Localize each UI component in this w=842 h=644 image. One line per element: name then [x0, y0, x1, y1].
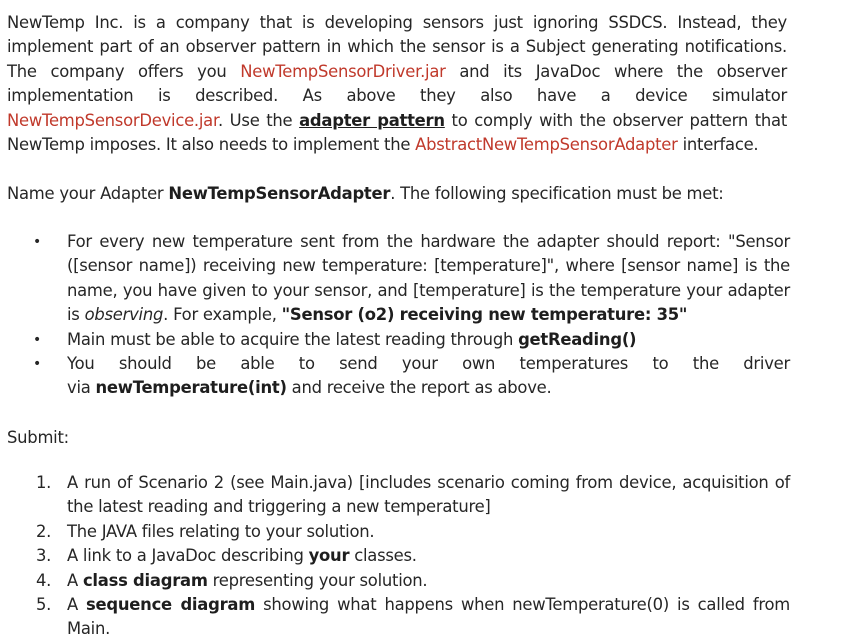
submit-text: A link to a JavaDoc describing [67, 546, 309, 566]
spec-text: Main must be able to acquire the latest reading through [67, 329, 519, 349]
abstract-adapter-name: AbstractNewTempSensorAdapter [415, 135, 678, 155]
submit-item [0, 569, 790, 593]
spec-text: . For example, [163, 305, 282, 325]
submit-item [0, 520, 790, 544]
submit-item [0, 593, 790, 642]
submit-text: A run of Scenario 2 (see Main.java) [includes scenario coming from device, acquisition of [67, 473, 790, 492]
submit-text: A [67, 570, 83, 590]
adapter-name-paragraph [7, 182, 787, 206]
name-text: . The following specification must be met: [390, 184, 724, 203]
spec-item-new-temperature [0, 352, 790, 401]
item-number: 1. [36, 473, 52, 492]
intro-text: and its JavaDoc where the observer implementation is described. As above they also have a device simulator [7, 61, 787, 106]
item-number: 3. [36, 546, 52, 566]
submit-text: showing what happens when newTemperature(0) is called from [255, 595, 790, 615]
spec-text: and receive the report as above. [286, 378, 552, 398]
get-reading-method: getReading() [518, 329, 637, 349]
spec-example: "Sensor (o2) receiving new temperature: 35" [281, 305, 688, 325]
submit-bold-text: your [308, 546, 350, 566]
adapter-class-name: NewTempSensorAdapter [168, 184, 391, 203]
submit-item [0, 544, 790, 568]
submit-bold-text: sequence diagram [86, 595, 256, 615]
driver-jar-name: NewTempSensorDriver.jar [240, 61, 446, 81]
submit-bold-text: class diagram [82, 570, 208, 590]
spec-italic-text: observing [84, 305, 164, 325]
spec-item-get-reading [0, 328, 790, 352]
new-temperature-method: newTemperature(int) [95, 378, 287, 398]
submit-text: classes. [349, 546, 417, 566]
name-text: Name your Adapter [7, 184, 169, 203]
spec-text: You should be able to send your own temperatures to the driver [67, 354, 790, 374]
submit-text: the latest reading and triggering a new temperature] [67, 497, 491, 517]
intro-paragraph [7, 11, 787, 157]
intro-text: interface. [677, 135, 759, 155]
intro-text: NewTemp Inc. is a company that is developing sensors just ignoring SSDCS. Instead, they implement part of an observer pattern in which the sensor is a Subject generating notifications. The company offers you [7, 13, 787, 81]
submit-text: A [67, 595, 87, 615]
submit-item [0, 471, 790, 520]
submit-list [0, 471, 790, 642]
submit-heading: Submit: [7, 428, 69, 447]
device-jar-name: NewTempSensorDevice.jar [7, 110, 218, 130]
bullet-mark: • [33, 234, 42, 250]
spec-item-report [0, 230, 790, 328]
item-number: 2. [36, 521, 52, 541]
spec-text: For every new temperature sent from the hardware the adapter should report: "Sensor ([sensor name]) receiving new temperature: [temperature]", where [sensor name] is the name, you have given to your sensor, and [temperature] is the temperature your adapter is [67, 232, 790, 325]
bullet-mark: • [33, 356, 42, 373]
submit-text: The JAVA files relating to your solution. [67, 521, 375, 541]
item-number: 5. [36, 595, 52, 615]
item-number: 4. [36, 570, 52, 590]
intro-text: . Use the [217, 110, 300, 130]
specification-list [0, 230, 790, 401]
intro-text: to comply with the observer pattern that NewTemp imposes. It also needs to implement the [7, 110, 787, 155]
submit-text: Main. [67, 619, 111, 639]
bullet-mark: • [33, 331, 42, 348]
spec-text: via [67, 378, 96, 398]
adapter-pattern-term: adapter pattern [299, 110, 445, 130]
submit-text: representing your solution. [207, 570, 428, 590]
